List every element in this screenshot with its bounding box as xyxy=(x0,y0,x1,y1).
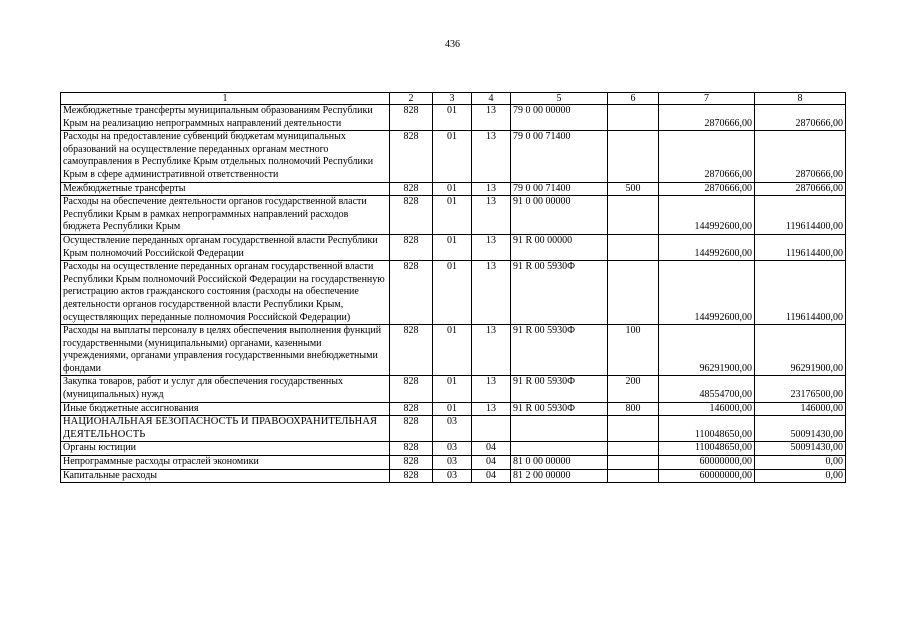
row-subsection: 13 xyxy=(472,131,511,182)
row-name: Расходы на обеспечение деятельности органов государственной власти Республики Крым в рамках непрограммных направлений расходов бюджета Республики Крым xyxy=(61,196,390,235)
row-subsection: 04 xyxy=(472,442,511,456)
row-amount-2: 2870666,00 xyxy=(755,182,846,196)
row-admin-code: 828 xyxy=(390,131,433,182)
row-amount-1: 2870666,00 xyxy=(659,131,755,182)
row-section: 01 xyxy=(433,105,472,131)
row-amount-1: 60000000,00 xyxy=(659,456,755,470)
header-cell-1: 1 xyxy=(61,93,390,105)
row-amount-1: 96291900,00 xyxy=(659,325,755,376)
row-subsection: 13 xyxy=(472,196,511,235)
header-cell-7: 7 xyxy=(659,93,755,105)
row-section: 03 xyxy=(433,416,472,442)
table-row xyxy=(61,469,846,483)
row-amount-1: 110048650,00 xyxy=(659,442,755,456)
row-amount-2: 119614400,00 xyxy=(755,196,846,235)
row-subsection: 13 xyxy=(472,105,511,131)
row-admin-code: 828 xyxy=(390,261,433,325)
row-expense-type xyxy=(608,196,659,235)
row-amount-2: 50091430,00 xyxy=(755,442,846,456)
row-subsection: 13 xyxy=(472,182,511,196)
row-subsection: 04 xyxy=(472,456,511,470)
section-row xyxy=(61,416,846,442)
row-expense-type xyxy=(608,442,659,456)
row-target-article: 81 0 00 00000 xyxy=(511,456,608,470)
row-target-article: 91 R 00 5930Ф xyxy=(511,376,608,402)
row-amount-2: 119614400,00 xyxy=(755,234,846,260)
table-row xyxy=(61,456,846,470)
row-amount-2: 96291900,00 xyxy=(755,325,846,376)
row-amount-2: 23176500,00 xyxy=(755,376,846,402)
header-cell-3: 3 xyxy=(433,93,472,105)
table-row xyxy=(61,402,846,416)
row-name: Закупка товаров, работ и услуг для обеспечения государственных (муниципальных) нужд xyxy=(61,376,390,402)
row-admin-code: 828 xyxy=(390,442,433,456)
row-expense-type: 800 xyxy=(608,402,659,416)
row-amount-2: 0,00 xyxy=(755,469,846,483)
table-row xyxy=(61,105,846,131)
header-cell-5: 5 xyxy=(511,93,608,105)
row-expense-type: 500 xyxy=(608,182,659,196)
row-expense-type: 200 xyxy=(608,376,659,402)
row-section: 01 xyxy=(433,402,472,416)
row-subsection: 04 xyxy=(472,469,511,483)
row-name: Иные бюджетные ассигнования xyxy=(61,402,390,416)
row-name: Межбюджетные трансферты муниципальным образованиям Республики Крым на реализацию непрограммных направлений деятельности xyxy=(61,105,390,131)
row-admin-code: 828 xyxy=(390,456,433,470)
row-target-article: 91 R 00 00000 xyxy=(511,234,608,260)
row-expense-type: 100 xyxy=(608,325,659,376)
row-amount-1: 60000000,00 xyxy=(659,469,755,483)
row-name: Расходы на выплаты персоналу в целях обеспечения выполнения функций государственными (муниципальными) органами, казенными учреждениями, органами управления государственными внебюджетными фондами xyxy=(61,325,390,376)
row-amount-1: 110048650,00 xyxy=(659,416,755,442)
row-admin-code: 828 xyxy=(390,182,433,196)
row-section: 03 xyxy=(433,442,472,456)
header-cell-8: 8 xyxy=(755,93,846,105)
section-heading: НАЦИОНАЛЬНАЯ БЕЗОПАСНОСТЬ И ПРАВООХРАНИТЕЛЬНАЯ ДЕЯТЕЛЬНОСТЬ xyxy=(61,416,390,442)
page-number: 436 xyxy=(445,39,460,50)
table-row xyxy=(61,182,846,196)
row-name: Непрограммные расходы отраслей экономики xyxy=(61,456,390,470)
row-amount-2: 0,00 xyxy=(755,456,846,470)
row-name: Расходы на осуществление переданных органам государственной власти Республики Крым полномочий Российской Федерации на государственную регистрацию актов гражданского состояния (расходы на обеспечение деятельности органов государственной власти Республики Крым, осуществляющих переданные полномочия Российской Федерации) xyxy=(61,261,390,325)
row-target-article: 79 0 00 71400 xyxy=(511,131,608,182)
row-expense-type xyxy=(608,416,659,442)
row-admin-code: 828 xyxy=(390,416,433,442)
row-expense-type xyxy=(608,234,659,260)
row-subsection: 13 xyxy=(472,234,511,260)
header-row xyxy=(61,93,846,105)
row-amount-1: 146000,00 xyxy=(659,402,755,416)
row-subsection: 13 xyxy=(472,261,511,325)
table-row xyxy=(61,376,846,402)
table-row xyxy=(61,131,846,182)
header-cell-2: 2 xyxy=(390,93,433,105)
row-expense-type xyxy=(608,131,659,182)
row-target-article xyxy=(511,416,608,442)
row-subsection xyxy=(472,416,511,442)
table-row xyxy=(61,234,846,260)
row-section: 01 xyxy=(433,261,472,325)
row-admin-code: 828 xyxy=(390,234,433,260)
row-target-article: 91 R 00 5930Ф xyxy=(511,261,608,325)
row-section: 01 xyxy=(433,131,472,182)
row-amount-2: 146000,00 xyxy=(755,402,846,416)
table-row xyxy=(61,196,846,235)
row-subsection: 13 xyxy=(472,376,511,402)
row-target-article: 79 0 00 00000 xyxy=(511,105,608,131)
row-target-article xyxy=(511,442,608,456)
row-admin-code: 828 xyxy=(390,196,433,235)
row-amount-2: 2870666,00 xyxy=(755,105,846,131)
row-section: 01 xyxy=(433,234,472,260)
row-amount-1: 2870666,00 xyxy=(659,182,755,196)
table-row xyxy=(61,325,846,376)
row-section: 01 xyxy=(433,196,472,235)
budget-table xyxy=(60,92,846,483)
row-section: 01 xyxy=(433,182,472,196)
row-amount-1: 2870666,00 xyxy=(659,105,755,131)
row-subsection: 13 xyxy=(472,402,511,416)
row-subsection: 13 xyxy=(472,325,511,376)
row-expense-type xyxy=(608,105,659,131)
row-amount-1: 144992600,00 xyxy=(659,234,755,260)
row-amount-1: 144992600,00 xyxy=(659,261,755,325)
row-admin-code: 828 xyxy=(390,376,433,402)
row-amount-2: 2870666,00 xyxy=(755,131,846,182)
row-name: Осуществление переданных органам государственной власти Республики Крым полномочий Российской Федерации xyxy=(61,234,390,260)
row-name: Расходы на предоставление субвенций бюджетам муниципальных образований на осуществление переданных органам местного самоуправления в Республике Крым отдельных полномочий Республики Крым в сфере административной ответственности xyxy=(61,131,390,182)
header-cell-4: 4 xyxy=(472,93,511,105)
row-target-article: 91 0 00 00000 xyxy=(511,196,608,235)
row-name: Капитальные расходы xyxy=(61,469,390,483)
row-target-article: 81 2 00 00000 xyxy=(511,469,608,483)
row-target-article: 91 R 00 5930Ф xyxy=(511,402,608,416)
row-section: 01 xyxy=(433,376,472,402)
table-row xyxy=(61,261,846,325)
table-row xyxy=(61,442,846,456)
row-amount-2: 119614400,00 xyxy=(755,261,846,325)
row-amount-1: 144992600,00 xyxy=(659,196,755,235)
row-name: Межбюджетные трансферты xyxy=(61,182,390,196)
row-expense-type xyxy=(608,456,659,470)
row-amount-2: 50091430,00 xyxy=(755,416,846,442)
row-admin-code: 828 xyxy=(390,325,433,376)
row-amount-1: 48554700,00 xyxy=(659,376,755,402)
row-target-article: 91 R 00 5930Ф xyxy=(511,325,608,376)
row-target-article: 79 0 00 71400 xyxy=(511,182,608,196)
row-section: 03 xyxy=(433,456,472,470)
row-admin-code: 828 xyxy=(390,105,433,131)
row-section: 01 xyxy=(433,325,472,376)
header-cell-6: 6 xyxy=(608,93,659,105)
row-section: 03 xyxy=(433,469,472,483)
row-expense-type xyxy=(608,469,659,483)
row-name: Органы юстиции xyxy=(61,442,390,456)
row-admin-code: 828 xyxy=(390,402,433,416)
row-expense-type xyxy=(608,261,659,325)
row-admin-code: 828 xyxy=(390,469,433,483)
